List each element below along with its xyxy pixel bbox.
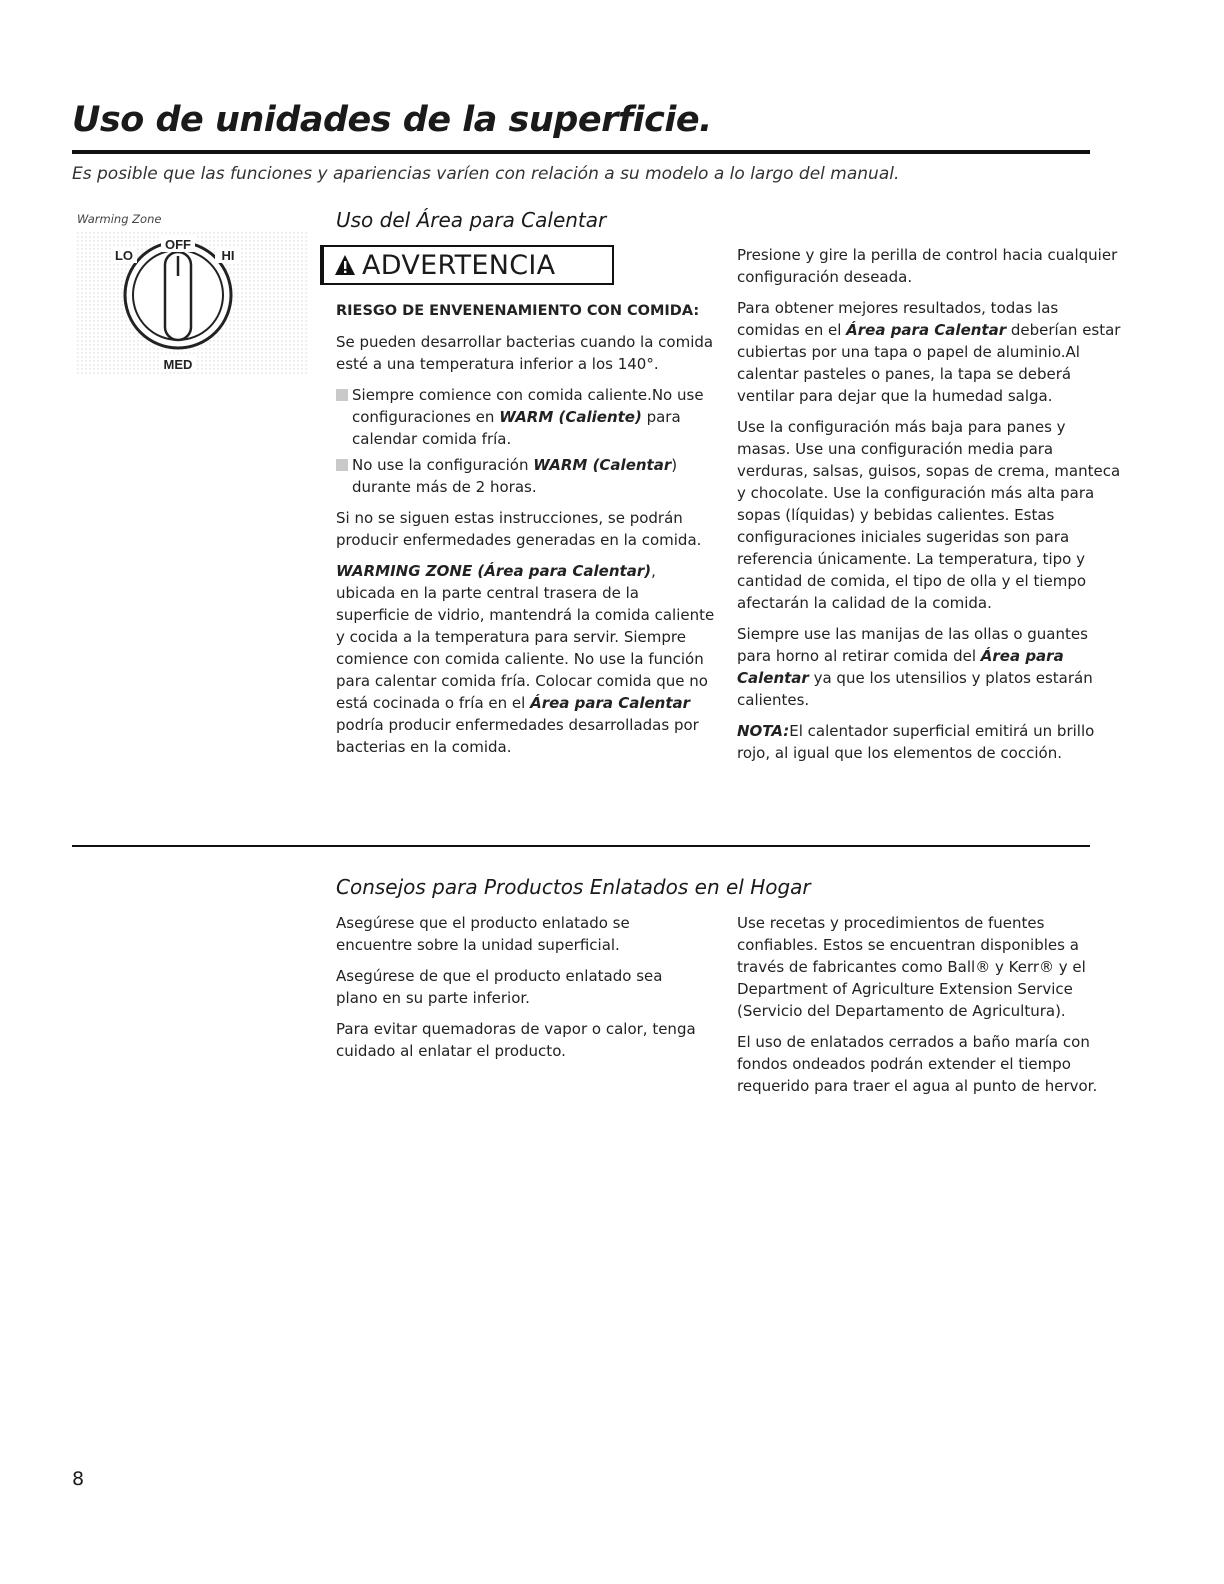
page-title: Uso de unidades de la superficie. [72, 100, 712, 140]
paragraph: Use la configuración más baja para panes y masas. Use una configuración media para verduras, salsas, guisos, sopas de crema, manteca y chocolate. Use la configuración más alta para sopas (líquidas) y bebidas calientes. Estas configuraciones iniciales sugeridas son para referencia únicamente. La temperatura, tipo y cantidad de comida, el tipo de olla y el tiempo afectarán la calidad de la comida. [737, 418, 1121, 612]
dial-label-med: MED [163, 357, 193, 372]
paragraph: Para evitar quemadoras de vapor o calor, tenga cuidado al enlatar el producto. [336, 1020, 696, 1060]
page-number: 8 [72, 1468, 85, 1490]
warning-banner [320, 245, 614, 285]
inline-emphasis: Área para Calentar [737, 647, 1064, 687]
consequence-text: Si no se siguen estas instrucciones, se podrán producir enfermedades generadas en la comida. [336, 509, 702, 549]
paragraph: Presione y gire la perilla de control hacia cualquier configuración deseada. [737, 246, 1118, 286]
paragraph: Asegúrese que el producto enlatado se encuentre sobre la unidad superficial. [336, 914, 630, 954]
warning-icon [334, 254, 356, 276]
warming-zone-description [336, 560, 716, 758]
bullet-emphasis: WARM (Caliente) [499, 408, 642, 426]
paragraph: Use recetas y procedimientos de fuentes confiables. Estos se encuentran disponibles a través de fabricantes como Ball® y Kerr® y el Department of Agriculture Extension Service (Servicio del Departamento de Agricultura). [737, 914, 1086, 1020]
page-subtitle: Es posible que las funciones y apariencias varíen con relación a su modelo a lo largo del manual. [72, 164, 900, 184]
list-item [336, 454, 716, 498]
note-label: NOTA: [737, 722, 790, 740]
inline-text: , ubicada en la parte central trasera de la superficie de vidrio, mantendrá la comida caliente y cocida a la temperatura para servir. Siempre comience con comida caliente. No use la función para calentar comida fría. Colocar comida que no está cocinada o fría en el [336, 562, 715, 712]
canning-right-column [737, 912, 1122, 1106]
warning-title: ADVERTENCIA [362, 249, 556, 281]
bullet-text: ) durante más de 2 horas. [352, 456, 678, 496]
paragraph: El uso de enlatados cerrados a baño maría con fondos ondeados podrán extender el tiempo requerido para traer el agua al punto de hervor. [737, 1033, 1098, 1095]
inline-text: Para obtener mejores resultados, todas las comidas en el [737, 299, 1059, 339]
warming-right-column [737, 244, 1122, 773]
paragraph: Asegúrese de que el producto enlatado sea plano en su parte inferior. [336, 967, 663, 1007]
dial-label-lo: LO [114, 248, 134, 263]
bullet-text: No use la configuración [352, 456, 534, 474]
dial-label-hi: HI [221, 248, 235, 263]
warming-zone-caption: Warming Zone [77, 212, 162, 226]
risk-text: Se pueden desarrollar bacterias cuando la comida esté a una temperatura inferior a los 140°. [336, 333, 714, 373]
paragraph [737, 297, 1122, 407]
paragraph [737, 623, 1122, 711]
note-text: El calentador superficial emitirá un brillo rojo, al igual que los elementos de cocción. [737, 722, 1095, 762]
bullet-icon [336, 389, 348, 401]
inline-emphasis: Área para Calentar [530, 694, 691, 712]
note [737, 720, 1122, 764]
warming-area-heading: Uso del Área para Calentar [336, 208, 607, 232]
bullet-text: Siempre comience con comida caliente.No use configuraciones en [352, 386, 704, 426]
warming-zone-dial [77, 232, 309, 374]
warming-left-column [336, 300, 716, 767]
title-rule [72, 150, 1090, 154]
bullet-text: para calendar comida fría. [352, 408, 681, 448]
inline-text: deberían estar cubiertas por una tapa o papel de aluminio.Al calentar pasteles o panes, la tapa se deberá ventilar para dejar que la humedad salga. [737, 321, 1121, 405]
inline-emphasis: Área para Calentar [846, 321, 1007, 339]
inline-text: Siempre use las manijas de las ollas o guantes para horno al retirar comida del [737, 625, 1088, 665]
list-item [336, 384, 716, 450]
dial-label-off: OFF [165, 237, 191, 252]
inline-emphasis: WARMING ZONE (Área para Calentar) [336, 562, 652, 580]
canning-left-column [336, 912, 708, 1071]
risk-title: RIESGO DE ENVENENAMIENTO CON COMIDA: [336, 303, 700, 319]
canning-heading: Consejos para Productos Enlatados en el Hogar [336, 875, 811, 899]
bullet-emphasis: WARM (Calentar [533, 456, 672, 474]
inline-text: podría producir enfermedades desarrolladas por bacterias en la comida. [336, 716, 699, 756]
bullet-icon [336, 459, 348, 471]
section-divider [72, 845, 1090, 847]
inline-text: ya que los utensilios y platos estarán calientes. [737, 669, 1093, 709]
